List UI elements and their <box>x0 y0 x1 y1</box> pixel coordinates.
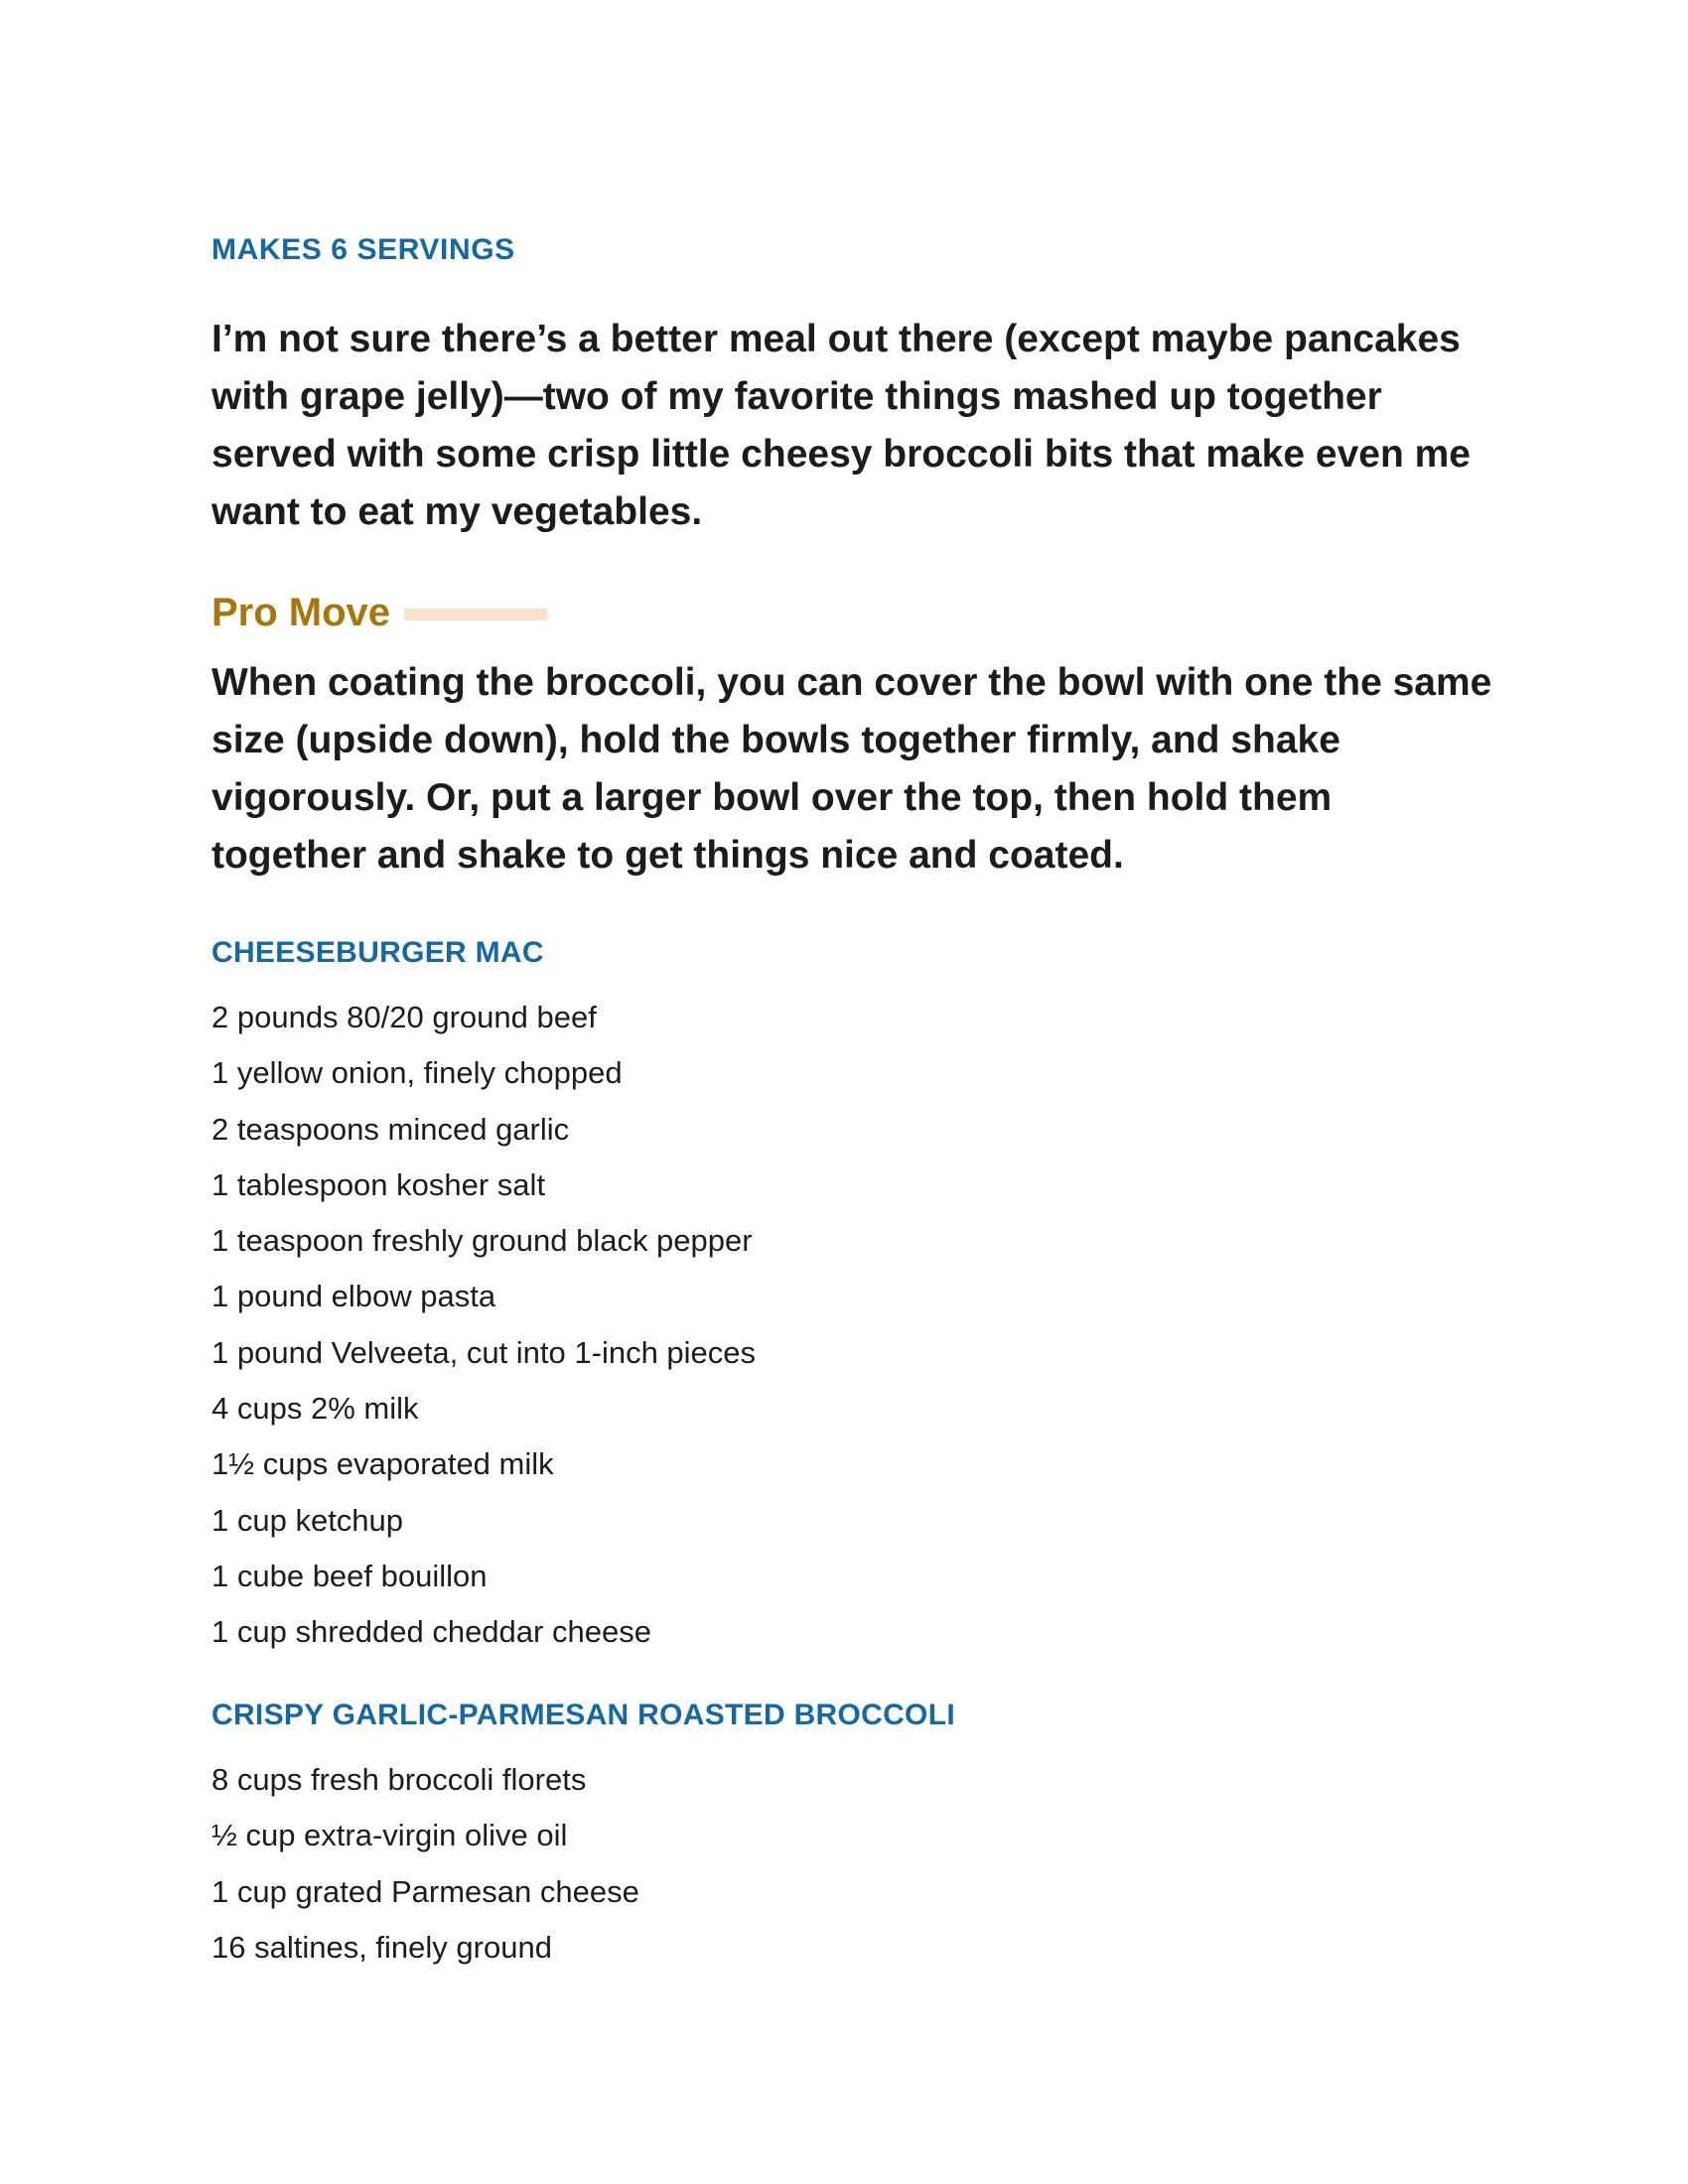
ingredient-item: 2 teaspoons minced garlic <box>211 1111 570 1147</box>
ingredient-item: 2 pounds 80/20 ground beef <box>211 1000 597 1034</box>
ingredient-item: 1½ cups evaporated milk <box>211 1446 554 1482</box>
ingredient-item: 1 pound elbow pasta <box>211 1279 496 1314</box>
ingredient-item: 1 cup grated Parmesan cheese <box>211 1873 639 1909</box>
servings-label: MAKES 6 SERVINGS <box>211 233 515 266</box>
cheeseburger-mac-ingredient-list <box>211 990 756 1661</box>
intro-paragraph: I’m not sure there’s a better meal out there (except maybe pancakes with grape jelly)—two of my favorite things mashed up together served with some crisp little cheesy broccoli bits that make even me want to eat my vegetables. <box>211 318 1471 533</box>
ingredient-item: 1 yellow onion, finely chopped <box>211 1055 623 1091</box>
broccoli-title: CRISPY GARLIC-PARMESAN ROASTED BROCCOLI <box>211 1699 955 1731</box>
pro-move-header <box>211 586 547 639</box>
ingredient-item: 1 tablespoon kosher salt <box>211 1166 546 1202</box>
pro-move-divider <box>404 609 547 620</box>
ingredient-item: ½ cup extra-virgin olive oil <box>211 1818 568 1853</box>
cheeseburger-mac-title: CHEESEBURGER MAC <box>211 936 544 969</box>
ingredient-item: 1 cup ketchup <box>211 1502 404 1538</box>
broccoli-ingredient-list <box>211 1752 639 1976</box>
ingredient-item: 16 saltines, finely ground <box>211 1929 552 1965</box>
ingredient-item: 1 teaspoon freshly ground black pepper <box>211 1223 753 1259</box>
ingredient-item: 1 cube beef bouillon <box>211 1558 488 1593</box>
ingredient-item: 8 cups fresh broccoli florets <box>211 1762 587 1797</box>
ingredient-item: 4 cups 2% milk <box>211 1391 419 1427</box>
pro-move-title: Pro Move <box>211 590 391 634</box>
ingredient-item: 1 cup shredded cheddar cheese <box>211 1614 651 1650</box>
pro-move-text: When coating the broccoli, you can cover the bowl with one the same size (upside down), hold the bowls together firmly, and shake vigorously. Or, put a larger bowl over the top, then hold them together and shake to get things nice and coated. <box>211 661 1492 877</box>
ingredient-item: 1 pound Velveeta, cut into 1-inch pieces <box>211 1334 757 1370</box>
